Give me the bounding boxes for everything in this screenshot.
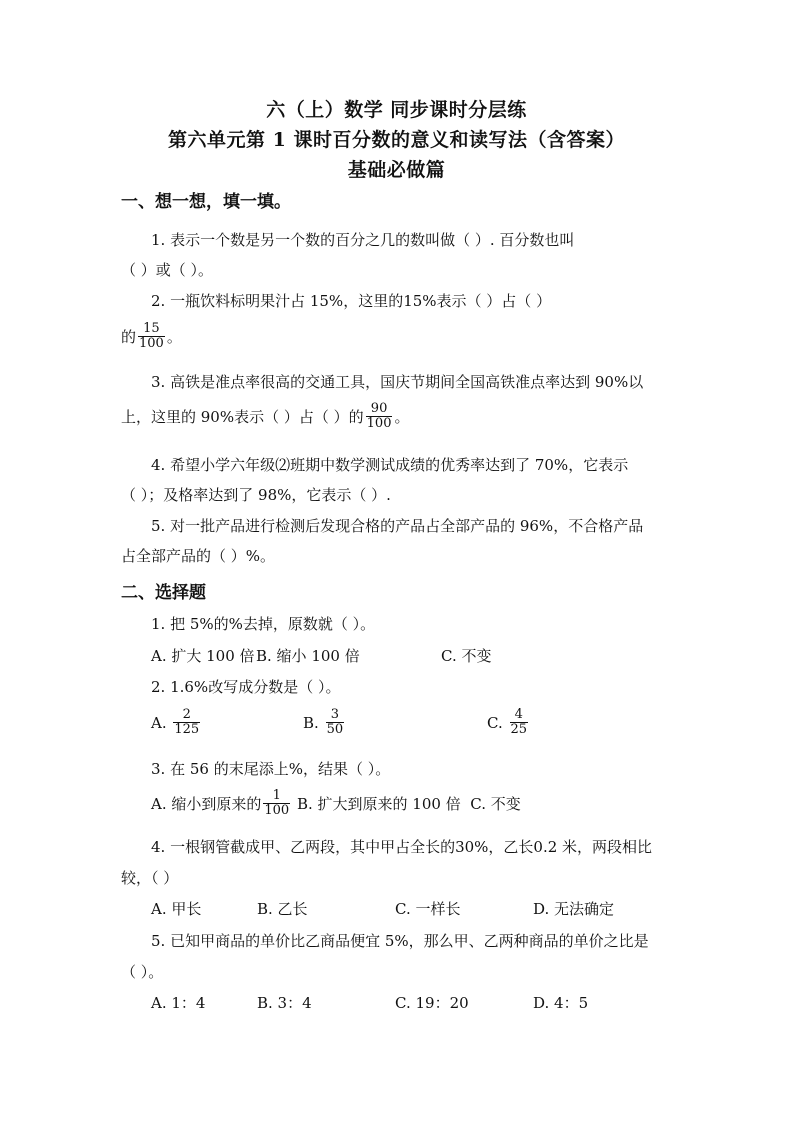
title-line-1: 六（上）数学 同步课时分层练 [266, 99, 527, 121]
s2-q4-options [151, 898, 614, 919]
s2-q1-options [151, 645, 491, 666]
fraction-numerator: 2 [182, 707, 191, 722]
s1-q2-suffix: 。 [166, 328, 182, 347]
option-c: C. 一样长 [395, 900, 461, 918]
s1-q1-line-2: （ ）或（ ）。 [121, 261, 214, 279]
fraction-denominator: 100 [264, 802, 290, 818]
s1-q3-line-1: 3. 高铁是准点率很高的交通工具，国庆节期间全国高铁准点率达到 90%以 [151, 373, 644, 391]
s1-q3-suffix: 。 [394, 408, 410, 427]
s1-q3-prefix: 上，这里的 90%表示（ ）占（ ）的 [121, 408, 364, 427]
s1-q4-line-2: （ ）；及格率达到了 98%，它表示（ ）. [121, 486, 391, 504]
s1-q1-line-1: 1. 表示一个数是另一个数的百分之几的数叫做（ ）. 百分数也叫 [151, 231, 575, 249]
fraction-numerator: 15 [143, 321, 160, 336]
s1-q5-line-2: 占全部产品的（ ）%。 [121, 547, 276, 565]
s2-q5-line-1: 5. 已知甲商品的单价比乙商品便宜 5%，那么甲、乙两种商品的单价之比是 [151, 932, 649, 950]
fraction-denominator: 125 [174, 721, 200, 737]
option-c: C. 不变 [470, 795, 521, 814]
fraction-numerator: 90 [370, 401, 388, 416]
s2-q2-options [151, 707, 530, 738]
title-line-2: 第六单元第 1 课时百分数的意义和读写法（含答案） [168, 129, 625, 151]
fraction-3-50 [326, 708, 345, 736]
option-d: D. 无法确定 [533, 900, 615, 918]
s2-q3-options [151, 788, 521, 819]
option-b: B. 缩小 100 倍 [256, 647, 360, 665]
s1-q2-line-2 [121, 321, 182, 352]
s2-q4-line-1: 4. 一根钢管截成甲、乙两段，其中甲占全长的30%，乙长0.2 米，两段相比 [151, 838, 653, 856]
fraction-1-100 [263, 789, 290, 817]
option-b: B. 扩大到原来的 100 倍 [296, 795, 461, 814]
s1-q5-line-1: 5. 对一批产品进行检测后发现合格的产品占全部产品的 96%，不合格产品 [151, 517, 644, 535]
fraction-numerator: 3 [330, 707, 339, 722]
option-a: A. 1：4 [151, 994, 206, 1012]
fraction-denominator: 25 [510, 721, 528, 737]
s2-q3: 3. 在 56 的末尾添上%，结果（ ）。 [151, 760, 391, 778]
option-c [487, 707, 530, 738]
option-label: B. [303, 714, 319, 733]
section-1-heading: 一、想一想，填一填。 [121, 192, 291, 212]
option-b: B. 3：4 [257, 994, 312, 1012]
s2-q5-line-2: （ ）。 [121, 963, 164, 981]
s2-q4-line-2: 较，（ ） [121, 869, 179, 887]
option-c: C. 不变 [441, 647, 492, 665]
section-2-heading: 二、选择题 [121, 583, 206, 603]
fraction-numerator: 1 [272, 788, 281, 803]
fraction-numerator: 4 [514, 707, 523, 722]
option-a: A. 甲长 [151, 900, 202, 918]
title-line-3: 基础必做篇 [347, 159, 446, 181]
option-a [151, 707, 303, 738]
fraction-4-25 [510, 708, 529, 736]
option-d: D. 4：5 [533, 994, 589, 1012]
option-c: C. 19：20 [395, 994, 469, 1012]
option-a: A. 扩大 100 倍 [151, 647, 255, 665]
s1-q2-line-1: 2. 一瓶饮料标明果汁占 15%，这里的15%表示（ ）占（ ） [151, 292, 552, 310]
fraction-2-125 [173, 708, 200, 736]
s1-q2-prefix: 的 [121, 328, 137, 347]
s2-q1: 1. 把 5%的%去掉，原数就（ ）。 [151, 615, 376, 633]
s2-q5-options [151, 992, 588, 1013]
option-label: A. [151, 714, 167, 733]
option-b: B. 乙长 [257, 900, 308, 918]
s2-q2: 2. 1.6%改写成分数是（ ）。 [151, 678, 341, 696]
fraction-15-100 [138, 322, 165, 350]
fraction-denominator: 100 [366, 415, 392, 431]
option-b [303, 707, 487, 738]
fraction-denominator: 50 [326, 721, 344, 737]
option-label: C. [487, 714, 503, 733]
fraction-90-100 [366, 402, 393, 430]
option-a-text: A. 缩小到原来的 [151, 795, 262, 814]
s1-q3-line-2 [121, 401, 410, 432]
fraction-denominator: 100 [139, 335, 164, 351]
s1-q4-line-1: 4. 希望小学六年级⑵班期中数学测试成绩的优秀率达到了 70%，它表示 [151, 456, 629, 474]
